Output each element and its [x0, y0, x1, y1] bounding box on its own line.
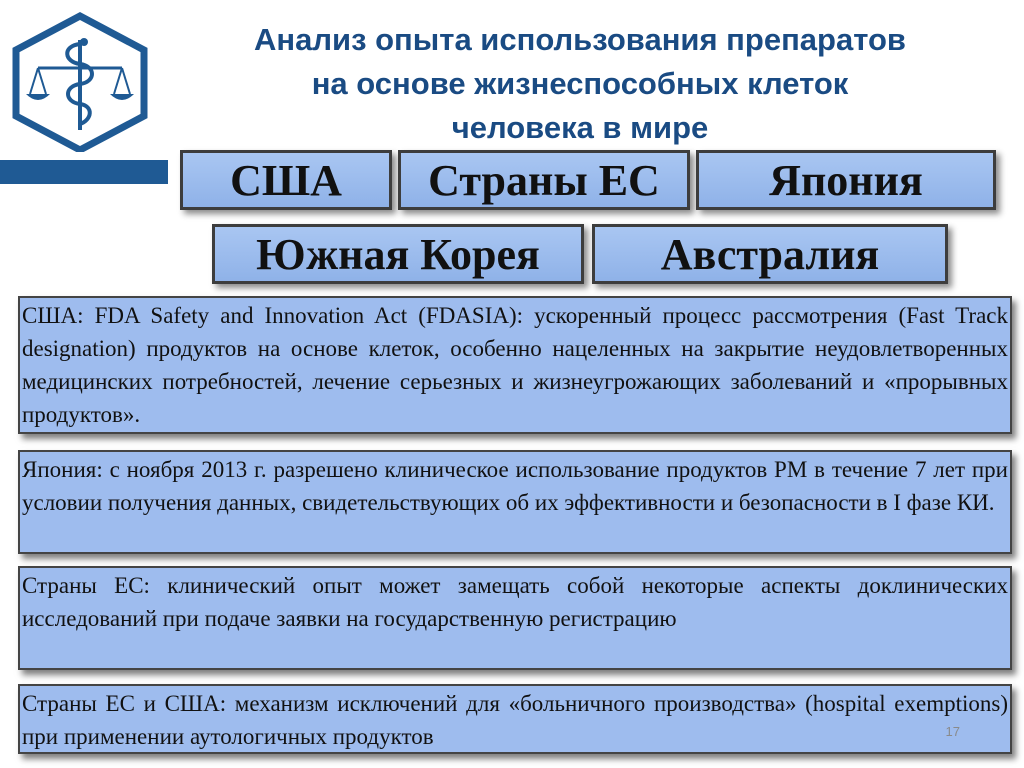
page-title: [180, 18, 980, 150]
country-japan-box: Япония: [696, 150, 996, 210]
country-australia-box: Австралия: [592, 224, 948, 284]
title-line-1: Анализ опыта использования препаратов: [254, 22, 906, 57]
title-line-3: человека в мире: [451, 110, 709, 145]
caduceus-scales-icon: [8, 12, 152, 152]
country-usa-box: США: [180, 150, 392, 210]
country-korea-box: Южная Корея: [212, 224, 584, 284]
country-eu-box: Страны ЕС: [398, 150, 690, 210]
info-box-eu: Страны ЕС: клинический опыт может замещать собой некоторые аспекты доклинических исследований при подаче заявки на государственную регистрацию: [18, 566, 1012, 670]
info-box-japan: Япония: с ноября 2013 г. разрешено клиническое использование продуктов РМ в течение 7 лет при условии получения данных, свидетельствующих об их эффективности и безопасности в I фазе КИ.: [18, 450, 1012, 554]
title-line-2: на основе жизнеспособных клеток: [311, 66, 849, 101]
info-box-usa: США: FDA Safety and Innovation Act (FDASIA): ускоренный процесс рассмотрения (Fast Track designation) продуктов на основе клеток, особенно нацеленных на закрытие неудовлетворенных медицинских потребностей, лечение серьезных и жизнеугрожающих заболеваний и «прорывных продуктов».: [18, 296, 1012, 434]
info-box-eu-usa: Страны ЕС и США: механизм исключений для «больничного производства» (hospital exemptions) при применении аутологичных продуктов: [18, 684, 1012, 754]
page-number: 17: [945, 724, 960, 739]
accent-bar: [0, 160, 168, 184]
logo: [8, 12, 152, 152]
